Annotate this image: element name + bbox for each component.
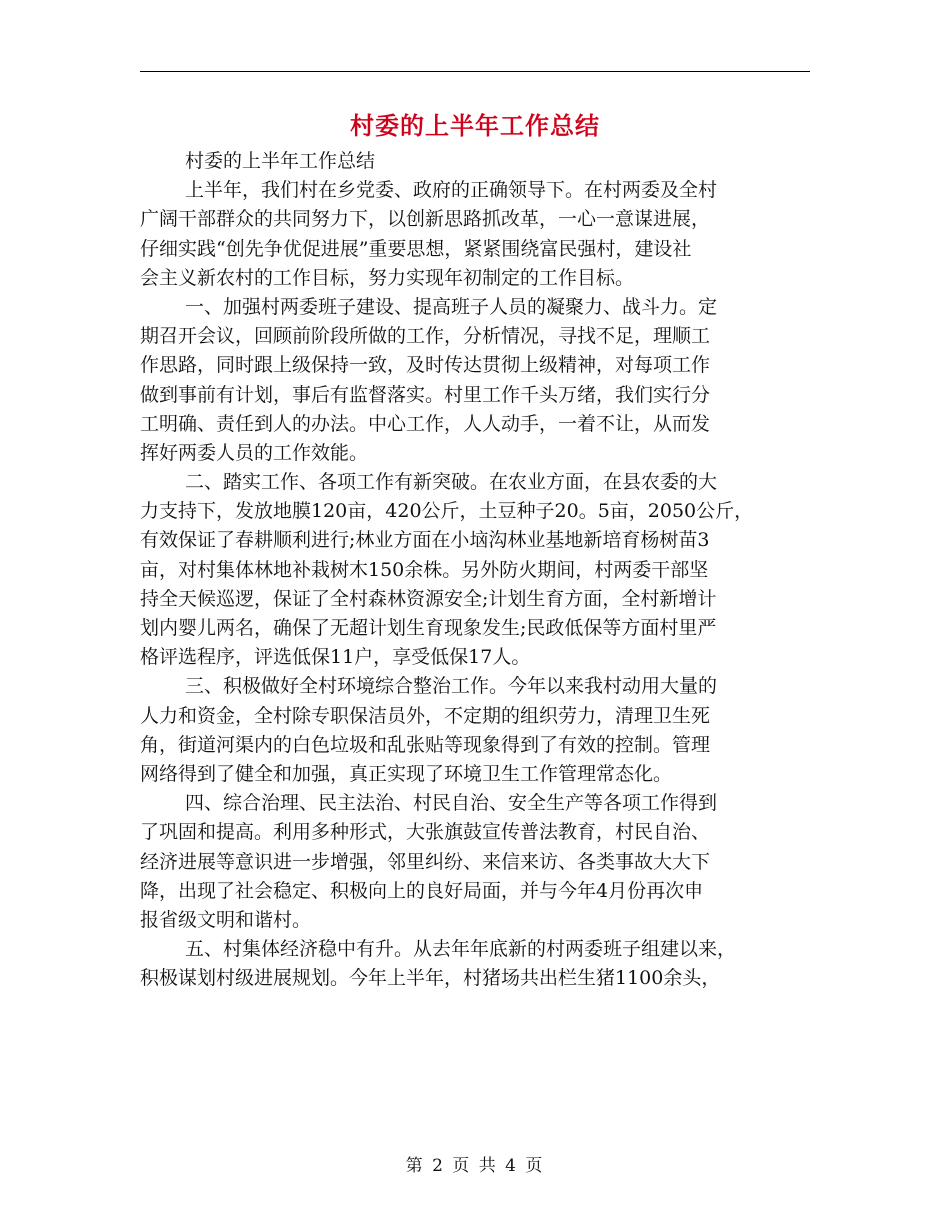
body-line: 经济进展等意识进一步增强，邻里纠纷、来信来访、各类事故大大下 — [140, 850, 711, 873]
body-line: 仔细实践“创先争优促进展”重要思想，紧紧围绕富民强村，建设社 — [140, 237, 692, 260]
body-line: 报省级文明和谐村。 — [140, 908, 312, 931]
body-line: 积极谋划村级进展规划。今年上半年，村猪场共出栏生猪1100余头， — [140, 967, 721, 990]
body-line: 角，街道河渠内的白色垃圾和乱张贴等现象得到了有效的控制。管理 — [140, 733, 711, 756]
body-line: 亩，对村集体林地补栽树木150余株。另外防火期间，村两委干部坚 — [140, 558, 709, 581]
body-line: 格评选程序，评选低保11户，享受低保17人。 — [140, 646, 531, 669]
body-line: 有效保证了春耕顺利进行;林业方面在小垴沟林业基地新培育杨树苗3 — [140, 529, 710, 552]
body-line: 人力和资金，全村除专职保洁员外，不定期的组织劳力，清理卫生死 — [140, 704, 711, 727]
body-line: 挥好两委人员的工作效能。 — [140, 441, 369, 464]
body-line: 作思路，同时跟上级保持一致，及时传达贯彻上级精神，对每项工作 — [140, 354, 711, 377]
body-line: 了巩固和提高。利用多种形式，大张旗鼓宣传普法教育，村民自治、 — [140, 821, 711, 844]
body-line: 村委的上半年工作总结 — [185, 150, 376, 172]
body-line: 持全天候巡逻，保证了全村森林资源安全;计划生育方面，全村新增计 — [140, 587, 717, 610]
body-line: 期召开会议，回顾前阶段所做的工作，分析情况，寻找不足，理顺工 — [140, 325, 711, 348]
body-line: 网络得到了健全和加强，真正实现了环境卫生工作管理常态化。 — [140, 762, 673, 785]
body-line: 划内婴儿两名，确保了无超计划生育现象发生;民政低保等方面村里严 — [140, 617, 717, 639]
body-line: 会主义新农村的工作目标，努力实现年初制定的工作目标。 — [140, 266, 635, 289]
body-line: 工明确、责任到人的办法。中心工作，人人动手，一着不让，从而发 — [140, 412, 711, 435]
body-line: 三、积极做好全村环境综合整治工作。今年以来我村动用大量的 — [185, 675, 718, 698]
document-title: 村委的上半年工作总结 — [350, 111, 600, 140]
body-line: 做到事前有计划，事后有监督落实。村里工作千头万绪，我们实行分 — [140, 383, 711, 406]
header-rule — [140, 71, 810, 72]
page-number-footer: 第 2 页 共 4 页 — [405, 1156, 545, 1176]
body-line: 一、加强村两委班子建设、提高班子人员的凝聚力、战斗力。定 — [185, 295, 718, 318]
body-line: 力支持下，发放地膜120亩，420公斤，土豆种子20。5亩，2050公斤， — [140, 500, 754, 523]
body-line: 二、踏实工作、各项工作有新突破。在农业方面，在县农委的大 — [185, 471, 718, 494]
body-line: 上半年，我们村在乡党委、政府的正确领导下。在村两委及全村 — [185, 179, 718, 202]
document-body — [140, 147, 800, 993]
body-line: 四、综合治理、民主法治、村民自治、安全生产等各项工作得到 — [185, 792, 718, 815]
body-line: 降，出现了社会稳定、积极向上的良好局面，并与今年4月份再次申 — [140, 879, 704, 902]
body-line: 广阔干部群众的共同努力下，以创新思路抓改革，一心一意谋进展， — [140, 208, 711, 231]
body-line: 五、村集体经济稳中有升。从去年年底新的村两委班子组建以来， — [185, 938, 737, 961]
